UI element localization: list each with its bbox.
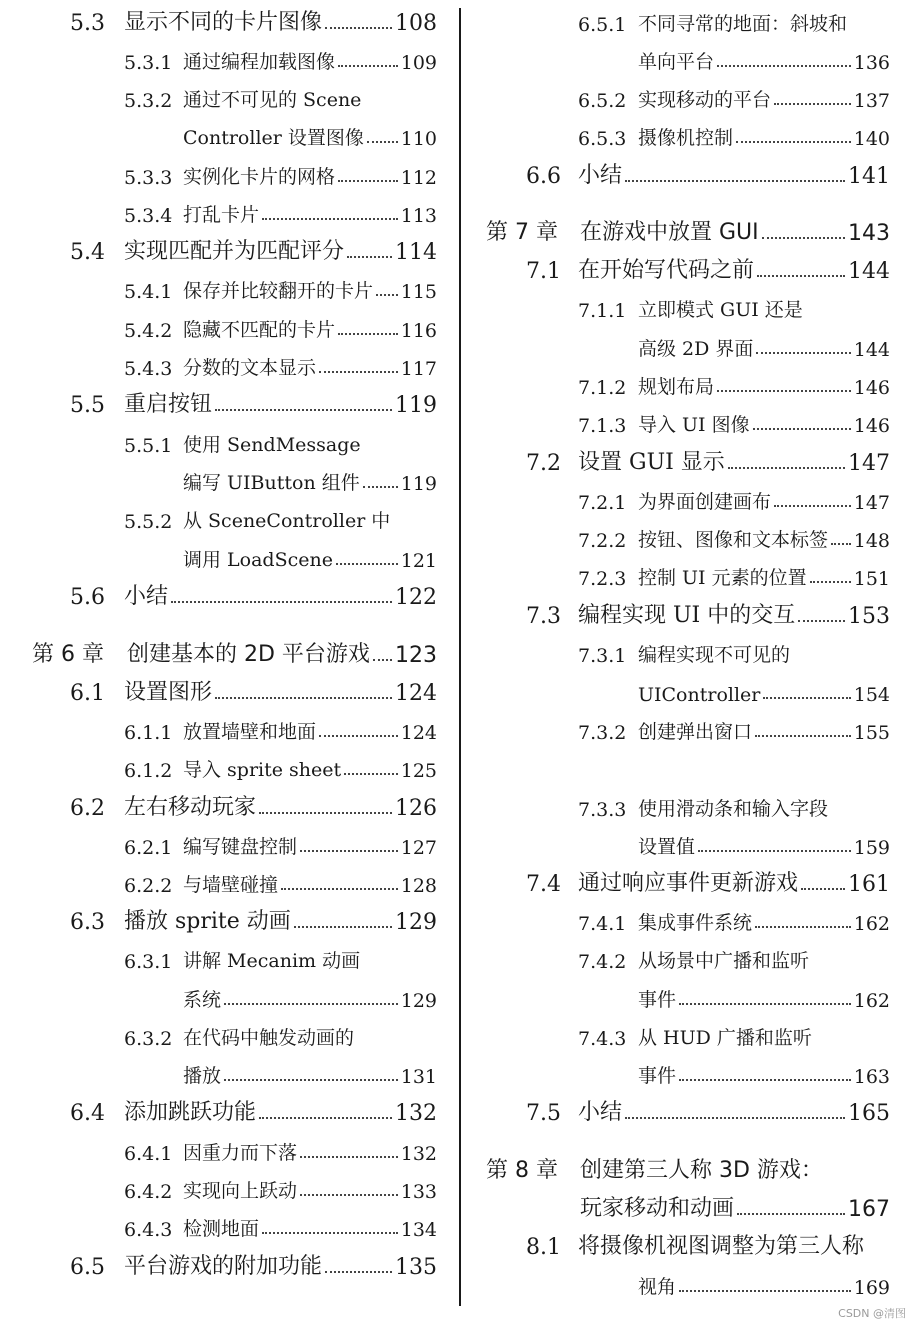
dot-leader (224, 1003, 398, 1005)
toc-entry-title: 编程实现 UI 中的交互 (578, 603, 796, 628)
dot-leader (259, 812, 392, 814)
toc-entry-title: 放置墙壁和地面 (183, 721, 317, 743)
toc-entry-number: 5.5.1 (124, 435, 173, 457)
toc-entry-title: 分数的文本显示 (183, 357, 317, 379)
dot-leader (625, 180, 845, 182)
dot-leader (300, 850, 398, 852)
toc-entry (0, 1094, 455, 1132)
dot-leader (756, 352, 850, 354)
dot-leader (736, 141, 851, 143)
toc-entry-page-number: 148 (853, 530, 890, 552)
toc-entry-title: 在游戏中放置 GUI (580, 220, 759, 245)
toc-entry-page-number: 113 (400, 205, 437, 227)
toc-entry-title: Controller 设置图像 (183, 127, 364, 149)
toc-entry (0, 425, 455, 463)
toc-entry (463, 865, 920, 903)
toc-entry-page-number: 153 (848, 604, 890, 629)
toc-entry-title: 编写键盘控制 (183, 836, 298, 858)
toc-entry (0, 980, 455, 1018)
toc-entry-number: 6.5 (70, 1255, 105, 1280)
toc-entry (0, 1209, 455, 1247)
dot-leader (376, 294, 398, 296)
toc-entry-number: 5.4.2 (124, 320, 173, 342)
toc-entry (463, 482, 920, 520)
toc-entry-title: 在开始写代码之前 (578, 258, 755, 283)
toc-entry-page-number: 117 (400, 358, 437, 380)
toc-entry (0, 674, 455, 712)
toc-entry (0, 42, 455, 80)
toc-entry (0, 195, 455, 233)
dot-leader (798, 620, 845, 622)
toc-entry (0, 310, 455, 348)
toc-entry (0, 941, 455, 979)
toc-entry (0, 1171, 455, 1209)
toc-entry-page-number: 127 (400, 837, 437, 859)
toc-entry (463, 252, 920, 290)
toc-entry (0, 386, 455, 424)
toc-entry-number: 7.1.2 (578, 377, 627, 399)
toc-entry-number: 5.3.2 (124, 90, 173, 112)
dot-leader (737, 1213, 845, 1215)
toc-entry-page-number: 134 (400, 1219, 437, 1241)
toc-entry-number: 6.1.2 (124, 760, 173, 782)
toc-entry-page-number: 114 (395, 240, 437, 265)
dot-leader (171, 601, 392, 603)
toc-entry (463, 597, 920, 635)
toc-entry-page-number: 143 (848, 221, 890, 246)
toc-entry-page-number: 169 (853, 1277, 890, 1299)
dot-leader (757, 275, 845, 277)
toc-entry-page-number: 119 (400, 473, 437, 495)
toc-entry-number: 7.1.1 (578, 300, 627, 322)
toc-entry-page-number: 124 (395, 681, 437, 706)
toc-entry-title: 导入 UI 图像 (638, 414, 750, 436)
dot-leader (717, 390, 851, 392)
toc-entry-number: 6.4.2 (124, 1181, 173, 1203)
toc-entry-number: 6.1.1 (124, 722, 173, 744)
toc-entry (463, 520, 920, 558)
toc-entry-number: 7.2.1 (578, 492, 627, 514)
dot-leader (338, 333, 398, 335)
toc-entry-page-number: 112 (400, 167, 437, 189)
toc-entry-page-number: 109 (400, 52, 437, 74)
toc-entry-page-number: 108 (395, 11, 437, 36)
watermark: CSDN @清图 (838, 1307, 906, 1320)
toc-entry (463, 674, 920, 712)
toc-entry (463, 635, 920, 673)
toc-entry-page-number: 122 (395, 585, 437, 610)
toc-entry-page-number: 159 (853, 837, 890, 859)
toc-entry-page-number: 161 (848, 872, 890, 897)
toc-entry-page-number: 132 (395, 1101, 437, 1126)
toc-entry (0, 233, 455, 271)
toc-entry (463, 367, 920, 405)
toc-entry (0, 827, 455, 865)
toc-entry-page-number: 165 (848, 1101, 890, 1126)
toc-entry (0, 903, 455, 941)
toc-entry-number: 7.4.1 (578, 913, 627, 935)
toc-entry (463, 329, 920, 367)
toc-entry (0, 118, 455, 156)
toc-entry (0, 4, 455, 42)
toc-entry (0, 789, 455, 827)
dot-leader (625, 1117, 845, 1119)
toc-entry-number: 6.2.2 (124, 875, 173, 897)
toc-entry-title: 播放 (183, 1065, 222, 1087)
toc-entry-number: 5.3.4 (124, 205, 173, 227)
dot-leader (698, 850, 851, 852)
toc-entry-page-number: 162 (853, 913, 890, 935)
toc-entry-number: 6.3 (70, 910, 105, 935)
dot-leader (774, 505, 851, 507)
toc-entry-title: 实现向上跃动 (183, 1180, 298, 1202)
toc-entry-title: 编写 UIButton 组件 (183, 472, 360, 494)
toc-entry (463, 157, 920, 195)
toc-entry-page-number: 144 (853, 339, 890, 361)
dot-leader (300, 1194, 398, 1196)
toc-entry (463, 80, 920, 118)
toc-entry-page-number: 124 (400, 722, 437, 744)
toc-entry-page-number: 131 (400, 1066, 437, 1088)
toc-entry-page-number: 147 (853, 492, 890, 514)
toc-entry-number: 5.4 (70, 240, 105, 265)
toc-entry (463, 290, 920, 328)
toc-entry-title: 重启按钮 (124, 392, 213, 417)
toc-entry (0, 712, 455, 750)
dot-leader (810, 581, 851, 583)
toc-entry (0, 501, 455, 539)
dot-leader (338, 65, 398, 67)
dot-leader (728, 467, 845, 469)
toc-entry-title: 讲解 Mecanim 动画 (183, 950, 361, 972)
toc-entry (0, 1056, 455, 1094)
toc-entry-title: 与墙壁碰撞 (183, 874, 279, 896)
toc-entry-page-number: 163 (853, 1066, 890, 1088)
toc-entry-number: 7.3.1 (578, 645, 627, 667)
dot-leader (294, 926, 392, 928)
toc-entry-number: 第 7 章 (486, 220, 558, 245)
dot-leader (319, 735, 398, 737)
toc-entry-title: 实现移动的平台 (638, 89, 772, 111)
toc-entry-title: 事件 (638, 989, 677, 1011)
toc-entry-title: 小结 (124, 584, 169, 609)
toc-entry-title: 调用 LoadScene (183, 549, 333, 571)
toc-entry-number: 5.6 (70, 585, 105, 610)
toc-entry-number: 6.1 (70, 681, 105, 706)
toc-entry-number: 5.4.1 (124, 281, 173, 303)
toc-entry-title: 立即模式 GUI 还是 (638, 299, 803, 321)
toc-entry-number: 6.4.1 (124, 1143, 173, 1165)
toc-entry-title: 打乱卡片 (183, 204, 260, 226)
dot-leader (831, 543, 851, 545)
toc-entry-number: 7.4.3 (578, 1028, 627, 1050)
toc-entry-number: 7.3 (526, 604, 561, 629)
dot-leader (259, 1117, 392, 1119)
toc-entry (0, 578, 455, 616)
toc-entry-title: 实现匹配并为匹配评分 (124, 239, 345, 264)
toc-entry-title: 高级 2D 界面 (638, 338, 754, 360)
toc-entry (463, 789, 920, 827)
toc-entry (463, 558, 920, 596)
toc-entry (0, 271, 455, 309)
toc-entry (463, 118, 920, 156)
toc-entry-title: 播放 sprite 动画 (124, 909, 291, 934)
toc-entry-title: 导入 sprite sheet (183, 759, 342, 781)
toc-entry (0, 540, 455, 578)
toc-entry-number: 7.1 (526, 259, 561, 284)
toc-entry-title: 集成事件系统 (638, 912, 753, 934)
toc-entry-page-number: 135 (395, 1255, 437, 1280)
toc-entry-number: 6.3.1 (124, 951, 173, 973)
toc-entry-page-number: 123 (395, 643, 437, 668)
toc-entry-number: 5.4.3 (124, 358, 173, 380)
toc-entry-page-number: 154 (853, 684, 890, 706)
dot-leader (679, 1003, 851, 1005)
toc-entry-title: 规划布局 (638, 376, 715, 398)
dot-leader (215, 697, 392, 699)
toc-entry-title: 玩家移动和动画 (580, 1196, 735, 1221)
toc-entry-title: 设置 GUI 显示 (578, 450, 725, 475)
toc-entry-title: 左右移动玩家 (124, 795, 257, 820)
toc-entry-title: 通过编程加载图像 (183, 51, 336, 73)
toc-entry-page-number: 141 (848, 164, 890, 189)
toc-entry (0, 80, 455, 118)
toc-entry (463, 1094, 920, 1132)
toc-entry-number: 第 8 章 (486, 1158, 558, 1183)
toc-entry-page-number: 110 (400, 128, 437, 150)
dot-leader (319, 371, 398, 373)
toc-entry-page-number: 129 (395, 910, 437, 935)
toc-entry-title: 创建基本的 2D 平台游戏 (127, 642, 370, 667)
toc-entry-page-number: 116 (400, 320, 437, 342)
toc-entry-title: 平台游戏的附加功能 (124, 1254, 323, 1279)
toc-entry-page-number: 146 (853, 415, 890, 437)
toc-entry-number: 5.5.2 (124, 511, 173, 533)
toc-entry-number: 7.1.3 (578, 415, 627, 437)
toc-entry-title: 单向平台 (638, 51, 715, 73)
toc-entry-title: 显示不同的卡片图像 (124, 10, 323, 35)
toc-entry (0, 463, 455, 501)
dot-leader (679, 1290, 851, 1292)
toc-entry-title: 实例化卡片的网格 (183, 166, 336, 188)
dot-leader (373, 659, 392, 661)
dot-leader (755, 926, 851, 928)
toc-entry-number: 7.3.3 (578, 799, 627, 821)
dot-leader (215, 409, 392, 411)
dot-leader (363, 486, 398, 488)
toc-entry (463, 4, 920, 42)
toc-entry-page-number: 162 (853, 990, 890, 1012)
toc-entry (463, 1018, 920, 1056)
toc-entry-title: 从场景中广播和监听 (638, 950, 810, 972)
toc-entry-number: 7.2 (526, 451, 561, 476)
toc-entry-page-number: 132 (400, 1143, 437, 1165)
toc-entry (0, 1133, 455, 1171)
toc-entry-page-number: 121 (400, 550, 437, 572)
toc-entry (463, 1267, 920, 1305)
toc-entry (463, 827, 920, 865)
dot-leader (774, 103, 851, 105)
toc-entry-title: 从 SceneController 中 (183, 510, 391, 532)
toc-entry-title: UIController (638, 684, 761, 706)
toc-entry-number: 7.3.2 (578, 722, 627, 744)
toc-entry-title: 通过响应事件更新游戏 (578, 871, 799, 896)
toc-entry-number: 5.3.3 (124, 167, 173, 189)
toc-entry-title: 编程实现不可见的 (638, 644, 791, 666)
toc-entry-number: 7.5 (526, 1101, 561, 1126)
dot-leader (336, 563, 398, 565)
toc-entry-page-number: 146 (853, 377, 890, 399)
toc-entry (463, 1056, 920, 1094)
toc-entry (0, 348, 455, 386)
toc-entry-title: 隐藏不匹配的卡片 (183, 319, 336, 341)
toc-entry-page-number: 125 (400, 760, 437, 782)
toc-entry-number: 6.2 (70, 796, 105, 821)
toc-entry-number: 7.2.3 (578, 568, 627, 590)
toc-entry-title: 不同寻常的地面：斜坡和 (638, 13, 848, 35)
toc-entry (0, 1018, 455, 1056)
toc-entry-number: 第 6 章 (32, 642, 104, 667)
toc-entry (0, 1248, 455, 1286)
toc-entry-title: 检测地面 (183, 1218, 260, 1240)
toc-entry (0, 636, 455, 674)
toc-entry-number: 7.4.2 (578, 951, 627, 973)
dot-leader (224, 1079, 398, 1081)
toc-entry-title: 系统 (183, 989, 222, 1011)
toc-entry-number: 8.1 (526, 1235, 561, 1260)
toc-entry-number: 6.5.2 (578, 90, 627, 112)
toc-entry-page-number: 129 (400, 990, 437, 1012)
toc-entry-title: 为界面创建画布 (638, 491, 772, 513)
dot-leader (344, 773, 398, 775)
toc-entry (463, 712, 920, 750)
toc-entry-page-number: 136 (853, 52, 890, 74)
dot-leader (262, 218, 398, 220)
toc-entry-title: 设置图形 (124, 680, 213, 705)
toc-entry-title: 通过不可见的 Scene (183, 89, 362, 111)
toc-entry (463, 405, 920, 443)
toc-entry-title: 控制 UI 元素的位置 (638, 567, 807, 589)
toc-entry-number: 5.5 (70, 393, 105, 418)
toc-entry-page-number: 128 (400, 875, 437, 897)
toc-entry-number: 7.2.2 (578, 530, 627, 552)
toc-entry-title: 在代码中触发动画的 (183, 1027, 355, 1049)
toc-entry-title: 将摄像机视图调整为第三人称 (578, 1234, 865, 1259)
toc-entry-title: 事件 (638, 1065, 677, 1087)
dot-leader (763, 697, 850, 699)
toc-entry (463, 1228, 920, 1266)
toc-entry-title: 摄像机控制 (638, 127, 734, 149)
toc-entry-page-number: 115 (400, 281, 437, 303)
toc-entry-page-number: 167 (848, 1197, 890, 1222)
toc-entry-title: 从 HUD 广播和监听 (638, 1027, 812, 1049)
toc-entry (0, 750, 455, 788)
toc-entry-title: 因重力而下落 (183, 1142, 298, 1164)
dot-leader (262, 1232, 398, 1234)
toc-entry (463, 444, 920, 482)
toc-entry-number: 6.6 (526, 164, 561, 189)
toc-entry (463, 1190, 920, 1228)
toc-entry-page-number: 119 (395, 393, 437, 418)
dot-leader (347, 256, 392, 258)
toc-entry-title: 创建弹出窗口 (638, 721, 753, 743)
dot-leader (801, 888, 845, 890)
toc-entry-title: 小结 (578, 163, 623, 188)
toc-entry (0, 865, 455, 903)
toc-entry-number: 5.3 (70, 11, 105, 36)
toc-entry (463, 903, 920, 941)
toc-entry-page-number: 155 (853, 722, 890, 744)
toc-entry-title: 按钮、图像和文本标签 (638, 529, 829, 551)
toc-entry (0, 157, 455, 195)
toc-entry-number: 5.3.1 (124, 52, 173, 74)
toc-entry (463, 1152, 920, 1190)
toc-entry-title: 使用 SendMessage (183, 434, 361, 456)
toc-entry-page-number: 140 (853, 128, 890, 150)
toc-entry-title: 设置值 (638, 836, 696, 858)
toc-entry-title: 使用滑动条和输入字段 (638, 798, 829, 820)
toc-entry-title: 视角 (638, 1276, 677, 1298)
dot-leader (300, 1156, 398, 1158)
toc-entry-page-number: 147 (848, 451, 890, 476)
dot-leader (755, 735, 851, 737)
toc-entry-page-number: 151 (853, 568, 890, 590)
toc-entry (463, 941, 920, 979)
dot-leader (325, 1271, 392, 1273)
toc-entry-title: 创建第三人称 3D 游戏： (580, 1158, 823, 1183)
toc-entry (463, 980, 920, 1018)
toc-entry-number: 6.4.3 (124, 1219, 173, 1241)
dot-leader (367, 141, 398, 143)
toc-entry-number: 6.3.2 (124, 1028, 173, 1050)
toc-entry-number: 7.4 (526, 872, 561, 897)
toc-entry-title: 添加跳跃功能 (124, 1100, 257, 1125)
toc-entry-page-number: 144 (848, 259, 890, 284)
toc-entry-page-number: 126 (395, 796, 437, 821)
column-divider (459, 8, 461, 1306)
toc-entry-page-number: 133 (400, 1181, 437, 1203)
toc-entry-number: 6.5.1 (578, 14, 627, 36)
toc-entry-number: 6.4 (70, 1101, 105, 1126)
dot-leader (679, 1079, 851, 1081)
dot-leader (717, 65, 851, 67)
dot-leader (325, 27, 392, 29)
toc-entry-page-number: 137 (853, 90, 890, 112)
toc-entry-number: 6.2.1 (124, 837, 173, 859)
dot-leader (338, 180, 398, 182)
toc-entry-title: 小结 (578, 1100, 623, 1125)
toc-entry-number: 6.5.3 (578, 128, 627, 150)
dot-leader (281, 888, 398, 890)
toc-entry-title: 保存并比较翻开的卡片 (183, 280, 374, 302)
toc-entry (463, 214, 920, 252)
toc-entry (463, 42, 920, 80)
dot-leader (762, 237, 845, 239)
dot-leader (753, 428, 851, 430)
